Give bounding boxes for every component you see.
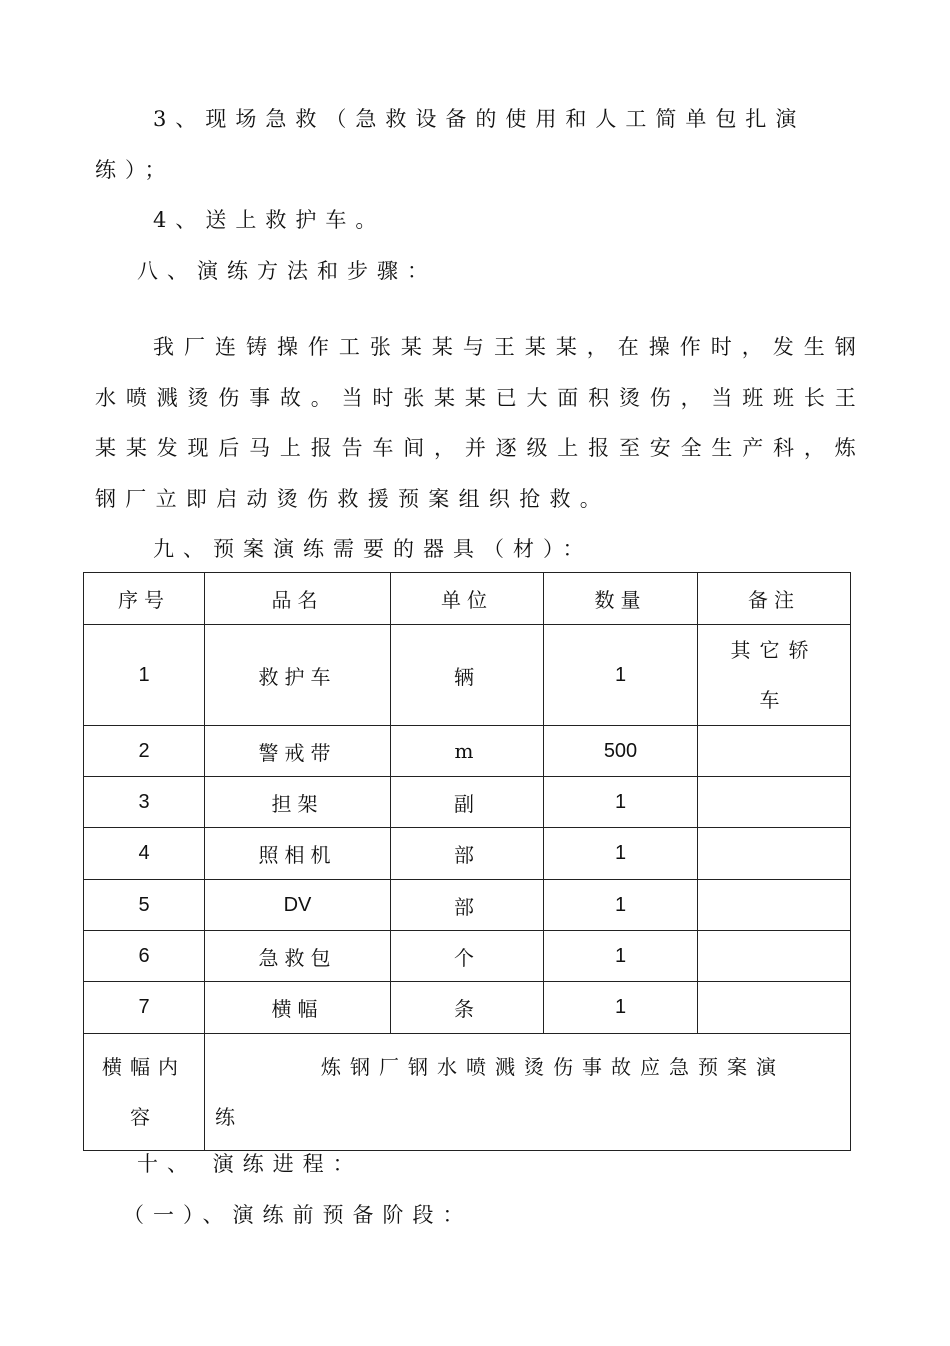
row-unit: 部 bbox=[391, 828, 544, 880]
equipment-table bbox=[83, 572, 851, 1151]
header-note: 备注 bbox=[698, 573, 851, 625]
row-name: 救护车 bbox=[205, 625, 391, 726]
item3-line1: 3、现场急救（急救设备的使用和人工简单包扎演 bbox=[153, 107, 806, 131]
section9-heading: 九、预案演练需要的器具（材）： bbox=[153, 537, 593, 561]
row-qty: 500 bbox=[544, 726, 698, 777]
row-qty: 1 bbox=[544, 777, 698, 828]
row-note bbox=[698, 982, 851, 1034]
table-row bbox=[84, 880, 851, 931]
header-name: 品名 bbox=[205, 573, 391, 625]
row-name: DV bbox=[205, 880, 391, 931]
row-qty: 1 bbox=[544, 982, 698, 1034]
row-name: 横幅 bbox=[205, 982, 391, 1034]
banner-text-line2: 练 bbox=[215, 1105, 244, 1129]
row-qty: 1 bbox=[544, 880, 698, 931]
row-unit: 辆 bbox=[391, 625, 544, 726]
row-no: 5 bbox=[84, 880, 205, 931]
row-no: 2 bbox=[84, 726, 205, 777]
row-no: 1 bbox=[84, 625, 205, 726]
section10-heading: 十、 演练进程： bbox=[137, 1152, 363, 1176]
banner-label: 横幅内容 bbox=[84, 1034, 205, 1151]
row-note bbox=[698, 880, 851, 931]
banner-row bbox=[84, 1034, 851, 1151]
row-name: 担架 bbox=[205, 777, 391, 828]
row-name: 急救包 bbox=[205, 931, 391, 982]
row-no: 4 bbox=[84, 828, 205, 880]
table-header-row bbox=[84, 573, 851, 625]
table-row bbox=[84, 726, 851, 777]
item4: 4、送上救护车。 bbox=[153, 208, 386, 232]
row-name: 照相机 bbox=[205, 828, 391, 880]
section8-body: 我厂连铸操作工张某某与王某某，在操作时，发生钢水喷溅烫伤事故。当时张某某已大面积烫伤，当班班长王某某发现后马上报告车间，并逐级上报至安全生产科，炼钢厂立即启动烫伤救援预案组织抢救。 bbox=[95, 335, 865, 511]
row-name: 警戒带 bbox=[205, 726, 391, 777]
header-unit: 单位 bbox=[391, 573, 544, 625]
section8-heading: 八、演练方法和步骤： bbox=[137, 259, 437, 283]
row-unit: 条 bbox=[391, 982, 544, 1034]
row-note bbox=[698, 777, 851, 828]
row-note bbox=[698, 931, 851, 982]
row-unit: 个 bbox=[391, 931, 544, 982]
row-note bbox=[698, 828, 851, 880]
row-no: 3 bbox=[84, 777, 205, 828]
table-row bbox=[84, 777, 851, 828]
table-row bbox=[84, 625, 851, 726]
row-note bbox=[698, 726, 851, 777]
row-no: 7 bbox=[84, 982, 205, 1034]
row-unit: m bbox=[391, 726, 544, 777]
table-row bbox=[84, 931, 851, 982]
row-unit: 副 bbox=[391, 777, 544, 828]
row-qty: 1 bbox=[544, 625, 698, 726]
header-no: 序号 bbox=[84, 573, 205, 625]
row-unit: 部 bbox=[391, 880, 544, 931]
banner-text-line1: 炼钢厂钢水喷溅烫伤事故应急预案演 bbox=[321, 1055, 785, 1079]
row-no: 6 bbox=[84, 931, 205, 982]
banner-content bbox=[205, 1034, 851, 1151]
table-row bbox=[84, 982, 851, 1034]
row-note: 其它轿车 bbox=[698, 625, 851, 726]
row-qty: 1 bbox=[544, 931, 698, 982]
table-row bbox=[84, 828, 851, 880]
item3-line2: 练）； bbox=[95, 158, 175, 182]
header-qty: 数量 bbox=[544, 573, 698, 625]
row-qty: 1 bbox=[544, 828, 698, 880]
subsection1-heading: （一）、演练前预备阶段： bbox=[123, 1203, 473, 1227]
